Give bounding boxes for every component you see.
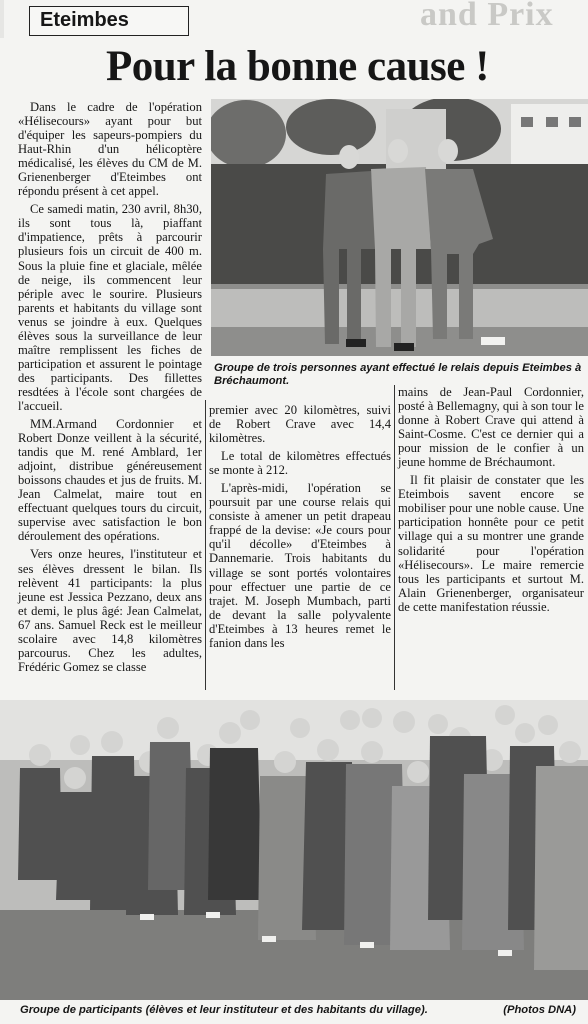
adjacent-article-bleed: and Prix [420, 0, 554, 33]
article-column-1 [18, 100, 202, 678]
paragraph: Vers onze heures, l'instituteur et ses élèves dressent le bilan. Ils relèvent 41 participants: la plus jeune est Jessica Pezzano, deux ans et demi, le plus âgé: Jean Calmelat, 67 ans. Samuel Reck est le meilleur scolaire avec 14,8 kilomètres parcourus. Chez les adultes, Frédéric Gomez se classe [18, 547, 202, 674]
group-photo [0, 700, 588, 1000]
article-headline: Pour la bonne cause ! [106, 43, 489, 90]
paragraph: MM.Armand Cordonnier et Robert Donze veillent à la sécurité, tandis que M. rené Amblard, 1er adjoint, distribue généreusement boissons chaudes et jus de fruits. M. Jean Calmelat, maire tout en effectuant quelques tours du circuit, supervise avec satisfaction le bon déroulement des opérations. [18, 417, 202, 544]
paragraph: Ce samedi matin, 230 avril, 8h30, ils sont tous là, piaffant d'impatience, prêts à parcourir plusieurs fois un circuit de 400 m. Sous la pluie fine et glaciale, mêlée de neige, ils commencent leur périple avec le sourire. Plusieurs parents et habitants du village sont venus se joindre à eux. Quelques élèves sous la surveillance de leur maître remplissent les fiches de participation et assurent le pointage des participants. Des fillettes resdtées à l'école sont chargées de l'accueil. [18, 202, 202, 413]
paragraph: Le total de kilomètres effectués se monte à 212. [209, 449, 391, 478]
article-column-3 [398, 385, 584, 618]
column-rule [394, 385, 395, 690]
column-rule [205, 400, 206, 690]
relay-photo-caption: Groupe de trois personnes ayant effectué le relais depuis Eteimbes à Bréchaumont. [214, 362, 582, 387]
group-photo-caption: Groupe de participants (élèves et leur instituteur et des habitants du village). [20, 1004, 428, 1016]
section-label: Eteimbes [29, 6, 189, 36]
photo-credit: (Photos DNA) [503, 1004, 576, 1016]
previous-page-edge [0, 0, 4, 38]
paragraph: Il fit plaisir de constater que les Eteimbois savent encore se mobiliser pour une noble cause. Une participation honnête pour ce petit village qui a su montrer une grande solidarité pour l'opération «Hélisecours». Le maire remercie tous les participants et surtout M. Alain Grienenberger, organisateur de cette manifestation réussie. [398, 473, 584, 614]
relay-runners-photo [211, 99, 588, 356]
paragraph: L'après-midi, l'opération se poursuit par une course relais qui consiste à amener un petit drapeau frappé de la devise: «Je cours pour qu'il décolle» d'Eteimbes à Dannemarie. Trois habitants du village se sont portés volontaires pour effectuer une partie de ce trajet. M. Joseph Mumbach, parti de devant la salle polyvalente d'Eteimbes à 13 heures remet le fanion dans les [209, 481, 391, 650]
relay-runners-image [211, 99, 588, 356]
article-column-2 [209, 403, 391, 654]
group-participants-image [0, 700, 588, 1000]
paragraph: mains de Jean-Paul Cordonnier, posté à Bellemagny, qui à son tour le donne à Robert Crave qui attend à Saint-Cosme. C'est ce dernier qui a pour mission de le confier à un jeune homme de Bréchaumont. [398, 385, 584, 470]
paragraph: premier avec 20 kilomètres, suivi de Robert Crave avec 14,4 kilomètres. [209, 403, 391, 446]
paragraph: Dans le cadre de l'opération «Hélisecours» ayant pour but d'équiper les sapeurs-pompiers du Haut-Rhin d'un hélicoptère médicalisé, les élèves du CM de M. Grienenberger d'Eteimbes ont répondu présent à cet appel. [18, 100, 202, 199]
